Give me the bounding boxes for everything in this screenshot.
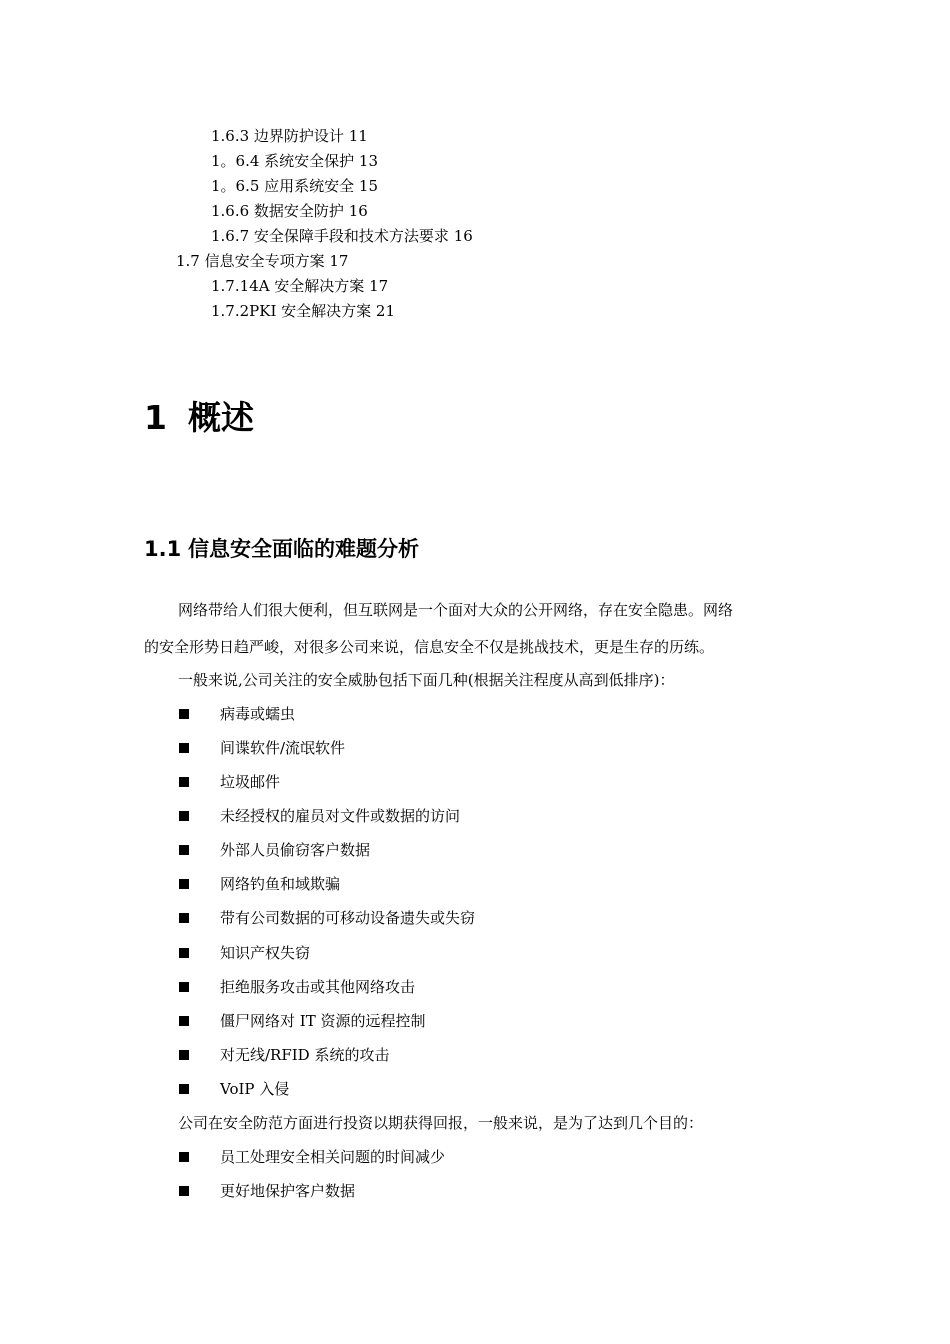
square-bullet-icon	[179, 879, 189, 889]
toc-entry[interactable]: 1。6.5 应用系统安全 15	[211, 177, 379, 195]
section-title: 信息安全面临的难题分析	[188, 537, 419, 561]
section-heading	[144, 532, 419, 566]
chapter-title: 概述	[188, 398, 254, 437]
toc-entry[interactable]: 1.6.6 数据安全防护 16	[211, 202, 368, 220]
square-bullet-icon	[179, 811, 189, 821]
chapter-heading	[144, 396, 254, 440]
square-bullet-icon	[179, 1050, 189, 1060]
toc-entry[interactable]: 1.7 信息安全专项方案 17	[176, 252, 349, 270]
intro-paragraph-line-1: 网络带给人们很大便利，但互联网是一个面对大众的公开网络，存在安全隐患。网络	[178, 601, 734, 619]
toc-entry[interactable]: 1。6.4 系统安全保护 13	[211, 152, 379, 170]
square-bullet-icon	[179, 709, 189, 719]
toc-entry[interactable]: 1.7.14A 安全解决方案 17	[211, 277, 389, 295]
square-bullet-icon	[179, 845, 189, 855]
intro-paragraph-line-2: 的安全形势日趋严峻，对很多公司来说，信息安全不仅是挑战技术，更是生存的历练。	[144, 638, 715, 656]
document-page: 1.6.3 边界防护设计 11 1。6.4 系统安全保护 13 1。6.5 应用系统安全 15 1.6.6 数据安全防护 16 1.6.7 安全保障手段和技术方法要求 16 1.7 信息安全专项方案 17 1.7.14A 安全解决方案 17 1.7.2PKI 安全解决方案 21 1 概述 1.1 信息安全面临的难题分析 网络带给人们很大便利，但互联网是一个面对大众的公开网络，存在安全隐患。网络 的安全形势日趋严峻，对很多公司来说，信息安全不仅是挑战技术，更是生存的历练。 一般来说,公司关注的安全威胁包括下面几种(根据关注程度从高到低排序)： 病毒或蠕虫 间谍软件/流氓软件 垃圾邮件 未经授权的雇员对文件或数据的访问 外部人员偷窃客户数据 网络钓鱼和域欺骗 带有公司数据的可移动设备遗失或失窃 知识产权失窃 拒绝服务攻击或其他网络攻击 僵尸网络对 IT 资源的远程控制 对无线/RFID 系统的攻击 VoIP 入侵 公司在安全防范方面进行投资以期获得回报，一般来说，是为了达到几个目的： 员工处理安全相关问题的时间减少 更好地保护客户数据	[144, 127, 734, 1200]
toc-entry[interactable]: 1.7.2PKI 安全解决方案 21	[211, 302, 396, 320]
goals-lead-paragraph: 公司在安全防范方面进行投资以期获得回报，一般来说，是为了达到几个目的：	[178, 1114, 704, 1132]
chapter-number: 1	[144, 398, 167, 437]
square-bullet-icon	[179, 1084, 189, 1094]
square-bullet-icon	[179, 1186, 189, 1196]
threats-lead-paragraph: 一般来说,公司关注的安全威胁包括下面几种(根据关注程度从高到低排序)：	[178, 671, 675, 689]
square-bullet-icon	[179, 777, 189, 787]
toc-entry[interactable]: 1.6.3 边界防护设计 11	[211, 127, 368, 145]
square-bullet-icon	[179, 1016, 189, 1026]
square-bullet-icon	[179, 982, 189, 992]
square-bullet-icon	[179, 913, 189, 923]
square-bullet-icon	[179, 743, 189, 753]
square-bullet-icon	[179, 1152, 189, 1162]
section-number: 1.1	[144, 537, 182, 561]
toc-entry[interactable]: 1.6.7 安全保障手段和技术方法要求 16	[211, 227, 473, 245]
square-bullet-icon	[179, 948, 189, 958]
